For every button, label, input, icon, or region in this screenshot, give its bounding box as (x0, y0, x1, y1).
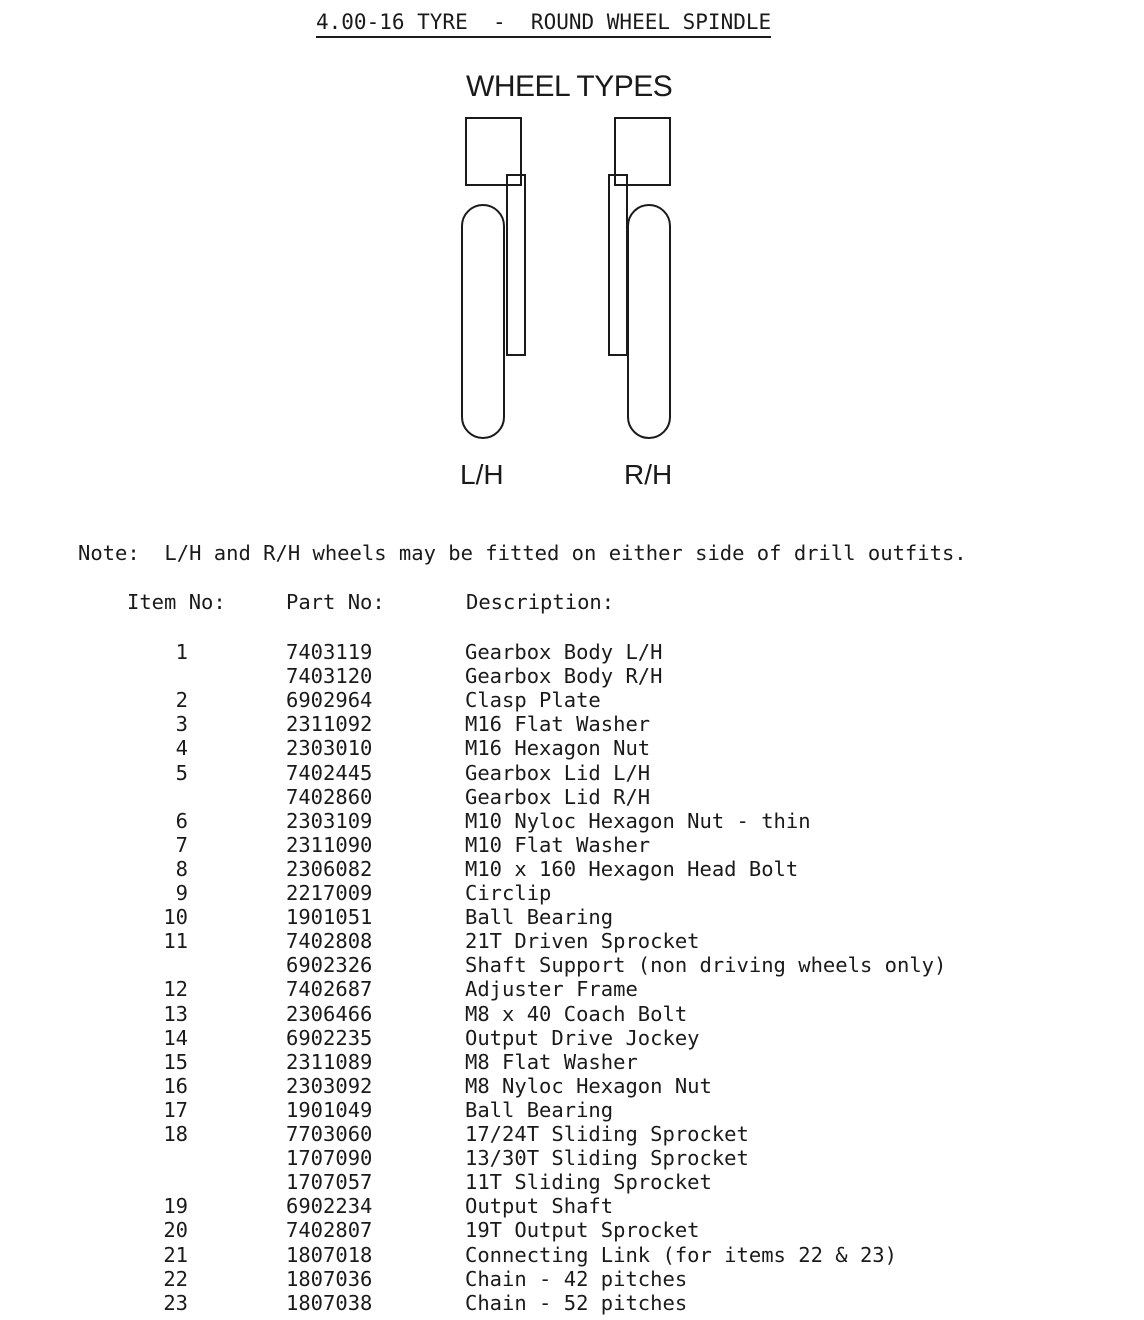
part-number: 2306082 (286, 856, 373, 881)
table-row (0, 1267, 1144, 1291)
right-hand-wheel (609, 118, 670, 438)
part-number: 2311089 (286, 1049, 373, 1074)
table-row (0, 1194, 1144, 1218)
part-number: 1901049 (286, 1097, 373, 1122)
table-row (0, 1074, 1144, 1098)
part-description: Connecting Link (for items 22 & 23) (465, 1242, 897, 1267)
part-description: Circlip (465, 881, 552, 905)
part-number: 2217009 (286, 881, 373, 905)
part-number: 2303092 (286, 1073, 373, 1098)
table-row (0, 857, 1144, 881)
item-number: 1 (175, 640, 188, 664)
diagram-title: WHEEL TYPES (466, 70, 673, 103)
left-tyre (462, 205, 504, 438)
table-row (0, 761, 1144, 785)
left-spindle-plate (507, 175, 525, 355)
part-description: M16 Flat Washer (465, 712, 651, 737)
part-description: 19T Output Sprocket (465, 1218, 700, 1243)
item-number: 22 (163, 1266, 188, 1291)
table-row (0, 1170, 1144, 1194)
item-number: 2 (175, 688, 188, 713)
part-description: M8 Nyloc Hexagon Nut (465, 1073, 712, 1098)
item-number: 19 (163, 1194, 188, 1219)
table-row (0, 809, 1144, 833)
item-number: 17 (163, 1097, 188, 1122)
table-row (0, 881, 1144, 905)
part-number: 1807018 (286, 1242, 373, 1267)
table-row (0, 833, 1144, 857)
table-row (0, 929, 1144, 953)
item-number: 13 (163, 1001, 188, 1026)
part-description: 11T Sliding Sprocket (465, 1170, 712, 1195)
table-row (0, 712, 1144, 736)
page-title: 4.00-16 TYRE - ROUND WHEEL SPINDLE (316, 10, 771, 38)
part-description: M10 x 160 Hexagon Head Bolt (465, 856, 799, 881)
part-number: 6902235 (286, 1025, 373, 1050)
part-number: 7402445 (286, 760, 373, 785)
part-description: Output Drive Jockey (465, 1025, 700, 1050)
item-number: 11 (163, 929, 188, 954)
item-number: 5 (175, 760, 188, 785)
right-tyre (628, 205, 670, 438)
part-description: M10 Flat Washer (465, 832, 651, 857)
item-number: 3 (175, 712, 188, 737)
part-description: Adjuster Frame (465, 977, 638, 1002)
part-number: 7402808 (286, 929, 373, 954)
part-description: 13/30T Sliding Sprocket (465, 1146, 749, 1171)
part-number: 1707090 (286, 1146, 373, 1171)
table-row (0, 1243, 1144, 1267)
right-spindle-plate (609, 175, 627, 355)
part-description: Output Shaft (465, 1194, 614, 1219)
table-row (0, 1291, 1144, 1315)
item-number: 20 (163, 1218, 188, 1243)
part-description: Shaft Support (non driving wheels only) (465, 953, 947, 978)
table-row (0, 905, 1144, 929)
part-description: M8 x 40 Coach Bolt (465, 1001, 688, 1026)
part-number: 7403120 (286, 664, 373, 689)
part-description: Gearbox Body L/H (465, 640, 663, 664)
left-hand-label: L/H (460, 459, 504, 490)
part-number: 7402860 (286, 784, 373, 809)
part-description: Gearbox Lid L/H (465, 760, 651, 785)
table-row (0, 1122, 1144, 1146)
part-number: 2303109 (286, 808, 373, 833)
table-row (0, 1218, 1144, 1242)
part-description: M8 Flat Washer (465, 1049, 638, 1074)
part-description: Gearbox Lid R/H (465, 784, 651, 809)
part-number: 2311092 (286, 712, 373, 737)
part-number: 1707057 (286, 1170, 373, 1195)
part-number: 7402687 (286, 977, 373, 1002)
part-description: Ball Bearing (465, 905, 614, 930)
part-description: Chain - 52 pitches (465, 1290, 688, 1315)
part-number: 2306466 (286, 1001, 373, 1026)
column-header-description: Description: (466, 590, 615, 614)
table-row (0, 688, 1144, 712)
item-number: 16 (163, 1073, 188, 1098)
part-number: 7403119 (286, 640, 373, 664)
left-hand-wheel (462, 118, 525, 438)
part-description: Ball Bearing (465, 1097, 614, 1122)
right-hand-label: R/H (624, 459, 673, 490)
part-number: 7703060 (286, 1122, 373, 1146)
part-number: 1807038 (286, 1290, 373, 1315)
item-number: 10 (163, 905, 188, 930)
part-description: M10 Nyloc Hexagon Nut - thin (465, 808, 811, 833)
table-row (0, 1098, 1144, 1122)
item-number: 9 (175, 881, 188, 905)
item-number: 23 (163, 1290, 188, 1315)
item-number: 6 (175, 808, 188, 833)
table-row (0, 1002, 1144, 1026)
item-number: 7 (175, 832, 188, 857)
part-number: 2303010 (286, 736, 373, 761)
part-number: 1807036 (286, 1266, 373, 1291)
part-number: 6902326 (286, 953, 373, 978)
item-number: 8 (175, 856, 188, 881)
table-row (0, 640, 1144, 664)
fitting-note: Note: L/H and R/H wheels may be fitted on either side of drill outfits. (78, 541, 967, 565)
part-description: Gearbox Body R/H (465, 664, 663, 689)
part-description: 17/24T Sliding Sprocket (465, 1122, 749, 1146)
column-header-part-no: Part No: (286, 590, 385, 614)
part-number: 6902964 (286, 688, 373, 713)
table-row (0, 664, 1144, 688)
part-description: Clasp Plate (465, 688, 601, 713)
item-number: 4 (175, 736, 188, 761)
item-number: 21 (163, 1242, 188, 1267)
item-number: 14 (163, 1025, 188, 1050)
item-number: 15 (163, 1049, 188, 1074)
table-row (0, 785, 1144, 809)
part-number: 7402807 (286, 1218, 373, 1243)
column-header-item-no: Item No: (127, 590, 226, 614)
table-row (0, 736, 1144, 760)
part-number: 1901051 (286, 905, 373, 930)
part-description: 21T Driven Sprocket (465, 929, 700, 954)
table-row (0, 1050, 1144, 1074)
part-description: Chain - 42 pitches (465, 1266, 688, 1291)
part-number: 2311090 (286, 832, 373, 857)
parts-list (0, 640, 1144, 1315)
table-row (0, 1026, 1144, 1050)
part-number: 6902234 (286, 1194, 373, 1219)
item-number: 18 (163, 1122, 188, 1146)
table-row (0, 1146, 1144, 1170)
table-row (0, 953, 1144, 977)
item-number: 12 (163, 977, 188, 1002)
part-description: M16 Hexagon Nut (465, 736, 651, 761)
wheel-types-diagram (440, 110, 690, 500)
table-row (0, 977, 1144, 1001)
